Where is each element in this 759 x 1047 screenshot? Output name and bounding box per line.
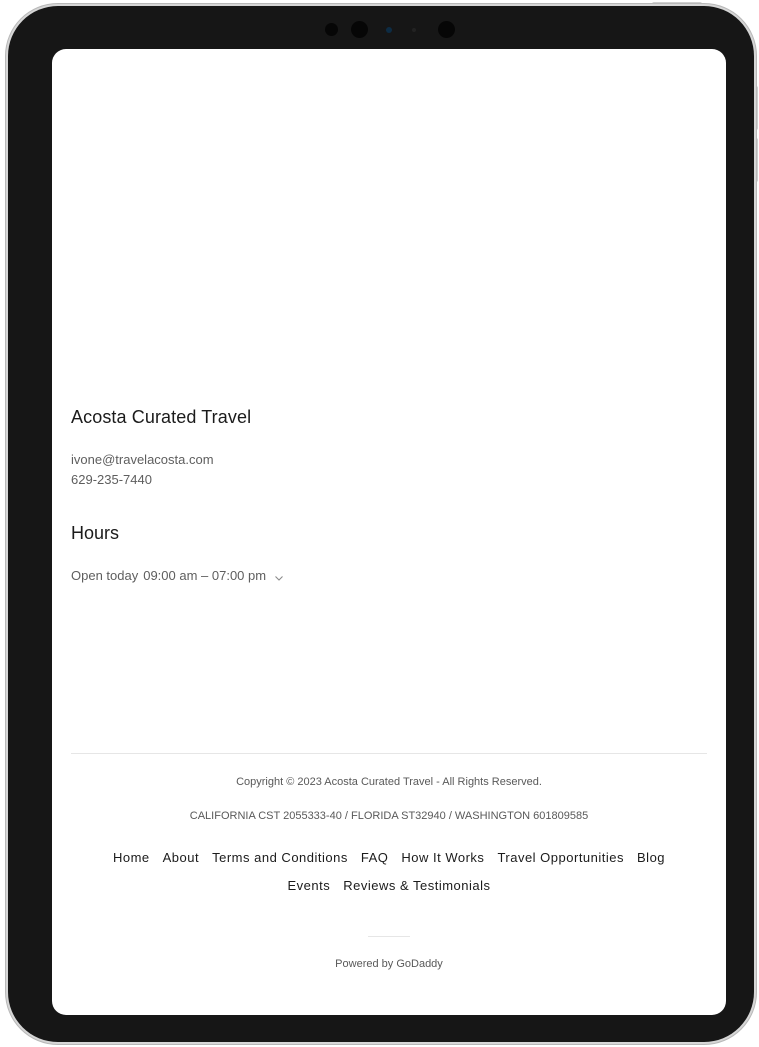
email-link[interactable]: ivone@travelacosta.com [71,452,214,467]
hours-dropdown[interactable] [71,568,284,583]
hours-heading: Hours [71,523,120,543]
godaddy-link[interactable]: GoDaddy [396,958,443,970]
footer-link-terms[interactable]: Terms and Conditions [212,850,348,865]
business-name: Acosta Curated Travel [71,407,252,427]
footer-nav [82,849,696,895]
sensor-lens-icon [438,21,455,38]
open-today-label: Open today [71,568,139,583]
footer-link-faq[interactable]: FAQ [360,850,389,865]
volume-up-button [754,86,758,130]
footer-link-how-it-works[interactable]: How It Works [401,850,485,865]
footer-link-events[interactable]: Events [287,878,331,893]
footer-link-travel-opportunities[interactable]: Travel Opportunities [497,850,625,865]
powered-divider [368,936,410,937]
footer-link-reviews[interactable]: Reviews & Testimonials [343,878,491,893]
tablet-device-frame [8,6,754,1042]
camera-lens-icon [351,21,368,38]
sensor-icon [325,23,338,36]
footer-divider [71,753,707,754]
powered-by [52,958,726,970]
volume-down-button [754,138,758,182]
ambient-sensor-icon [412,28,416,32]
copyright-text: Copyright © 2023 Acosta Curated Travel - All Rights Reserved. [236,776,542,788]
chevron-down-icon [274,571,284,581]
screen [52,49,726,1015]
powered-by-label: Powered by [335,958,397,970]
footer-link-blog[interactable]: Blog [637,850,666,865]
front-camera-icon [386,27,392,33]
hours-time-range: 09:00 am – 07:00 pm [143,568,267,583]
phone-link[interactable]: 629-235-7440 [71,472,152,487]
license-numbers: CALIFORNIA CST 2055333-40 / FLORIDA ST32940 / WASHINGTON 601809585 [189,810,589,822]
footer-link-home[interactable]: Home [112,850,150,865]
footer-link-about[interactable]: About [162,850,200,865]
